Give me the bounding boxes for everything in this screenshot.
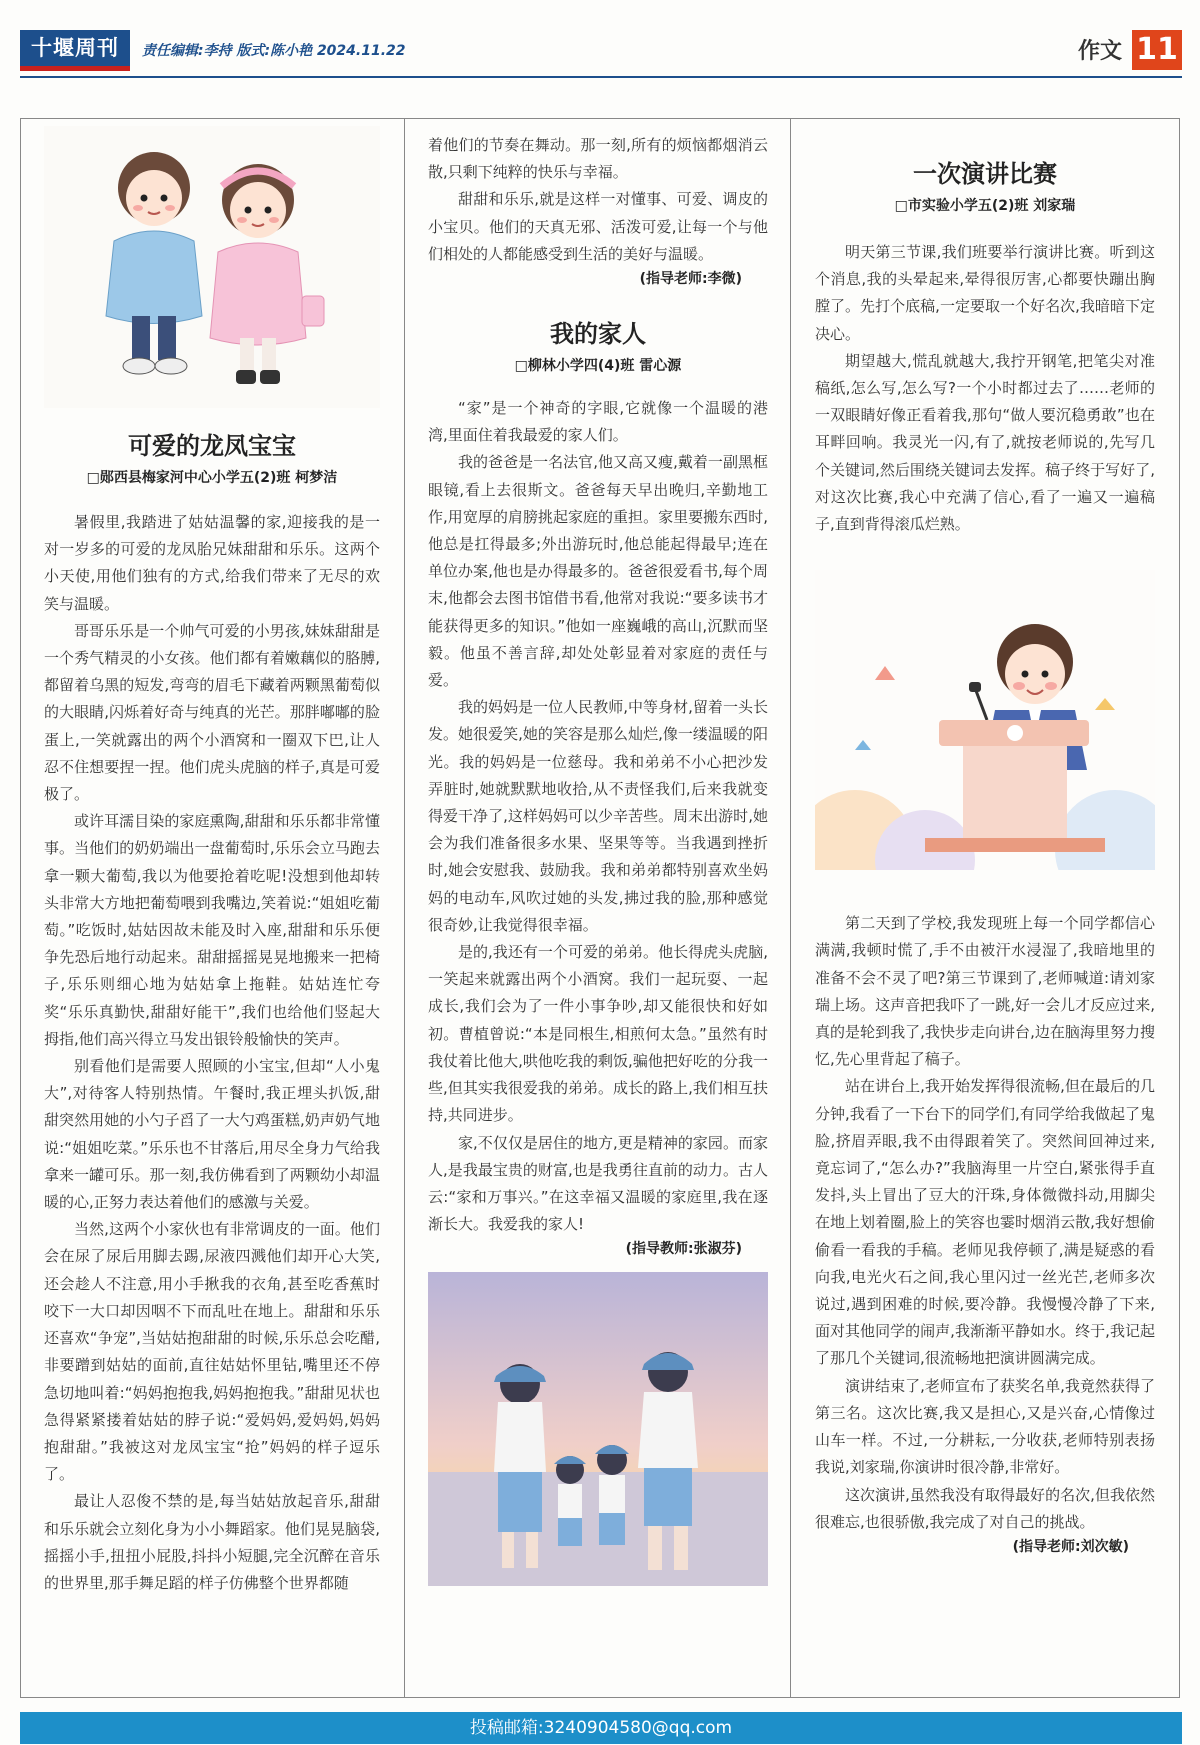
masthead: [20, 30, 1182, 74]
teacher-credit: (指导老师:李微): [639, 271, 742, 288]
article-paragraph: 演讲结束了,老师宣布了获奖名单,我竟然获得了第三名。这次比赛,我又是担心,又是兴奋,心情像过山车一样。不过,一分耕耘,一分收获,老师特别表扬我说,刘家瑞,你演讲时很冷静,非常好。: [815, 1376, 1155, 1477]
article-paragraph: 或许耳濡目染的家庭熏陶,甜甜和乐乐都非常懂事。当他们的奶奶端出一盘葡萄时,乐乐会立马跑去拿一颗大葡萄,我以为他要抢着吃呢!没想到他却转头非常大方地把葡萄喂到我嘴边,笑着说:“姐姐吃葡萄。”吃饭时,姑姑因故未能及时入座,甜甜和乐乐便争先恐后地行动起来。甜甜摇摇晃晃地搬来一把椅子,乐乐则细心地为姑姑拿上拖鞋。姑姑连忙夸奖“乐乐真勤快,甜甜好能干”,我们也给他们竖起大拇指,他们高兴得立马发出银铃般愉快的笑声。: [44, 812, 380, 1048]
submission-email-footer: 投稿邮箱:3240904580@qq.com: [20, 1712, 1182, 1744]
column-left: [44, 118, 380, 1597]
article-byline: □柳林小学四(4)班 雷心源: [514, 358, 682, 375]
speech-podium-illustration: [815, 570, 1155, 870]
article-title: 一次演讲比赛: [913, 159, 1057, 188]
column-right: [815, 118, 1155, 1556]
column-divider: [790, 118, 791, 1698]
article-paragraph: 甜甜和乐乐,就是这样一对懂事、可爱、调皮的小宝贝。他们的天真无邪、活泼可爱,让每一个与他们相处的人都能感受到生活的美好与温暖。: [428, 190, 768, 263]
article-paragraph: 明天第三节课,我们班要举行演讲比赛。听到这个消息,我的头晕起来,晕得很厉害,心都要快蹦出胸膛了。先打个底稿,一定要取一个好名次,我暗暗下定决心。: [815, 243, 1155, 343]
article-paragraph: “家”是一个神奇的字眼,它就像一个温暖的港湾,里面住着我最爱的家人们。: [428, 399, 768, 445]
column-middle: [428, 118, 768, 1586]
article-paragraph: 我的妈妈是一位人民教师,中等身材,留着一头长发。她很爱笑,她的笑容是那么灿烂,像一缕温暖的阳光。我的妈妈是一位慈母。我和弟弟不小心把沙发弄脏时,她就默默地收拾,从不责怪我们,后来我就变得爱干净了,这样妈妈可以少辛苦些。周末出游时,她会为我们准备很多水果、坚果等等。当我遇到挫折时,她会安慰我、鼓励我。我和弟弟都特别喜欢坐妈妈的电动车,风吹过她的头发,拂过我的脸,那种感觉很奇妙,让我觉得很幸福。: [428, 698, 768, 934]
article-paragraph: 最让人忍俊不禁的是,每当姑姑放起音乐,甜甜和乐乐就会立刻化身为小小舞蹈家。他们晃晃脑袋,摇摇小手,扭扭小屁股,抖抖小短腿,完全沉醉在音乐的世界里,那手舞足蹈的样子仿佛整个世界都随: [44, 1492, 380, 1592]
section-title: 作文: [1077, 39, 1122, 64]
article-paragraph: 站在讲台上,我开始发挥得很流畅,但在最后的几分钟,我看了一下台下的同学们,有同学给我做起了鬼脸,挤眉弄眼,我不由得跟着笑了。突然间回神过来,竟忘词了,“怎么办?”我脑海里一片空白,紧张得手直发抖,头上冒出了豆大的汗珠,身体微微抖动,用脚尖在地上划着圈,脸上的笑容也霎时烟消云散,我好想偷偷看一看我的手稿。老师见我停顿了,满是疑惑的看向我,电光火石之间,我心里闪过一丝光芒,老师多次说过,遇到困难的时候,要冷静。我慢慢冷静了下来,面对其他同学的闹声,我渐渐平静如水。终于,我记起了那几个关键词,很流畅地把演讲圆满完成。: [815, 1077, 1155, 1368]
article-paragraph: 我的爸爸是一名法官,他又高又瘦,戴着一副黑框眼镜,看上去很斯文。爸爸每天早出晚归,辛勤地工作,用宽厚的肩膀挑起家庭的重担。家里要搬东西时,他总是扛得最多;外出游玩时,他总能起得最早;连在单位办案,他也是办得最多的。爸爸很爱看书,每个周末,他都会去图书馆借书看,他常对我说:“要多读书才能获得更多的知识。”他如一座巍峨的高山,沉默而坚毅。他虽不善言辞,却处处彰显着对家庭的责任与爱。: [428, 453, 768, 690]
child-figure-icon: [554, 1456, 586, 1546]
article-title: 可爱的龙凤宝宝: [128, 431, 296, 460]
article-paragraph: 是的,我还有一个可爱的弟弟。他长得虎头虎脑,一笑起来就露出两个小酒窝。我们一起玩耍、一起成长,我们会为了一件小事争吵,却又能很快和好如初。曹植曾说:“本是同根生,相煎何太急。”虽然有时我仗着比他大,哄他吃我的剩饭,骗他把好吃的分我一些,但其实我很爱我的弟弟。成长的路上,我们相互扶持,共同进步。: [428, 943, 768, 1125]
child-figure-icon: [595, 1445, 629, 1545]
page-number-badge: 11: [1132, 30, 1182, 70]
article-paragraph: 着他们的节奏在舞动。那一刻,所有的烦恼都烟消云散,只剩下纯粹的快乐与幸福。: [428, 136, 768, 182]
teacher-credit: (指导老师:刘次敏): [1012, 1538, 1129, 1555]
article-paragraph: 期望越大,慌乱就越大,我拧开钢笔,把笔尖对准稿纸,怎么写,怎么写?一个小时都过去了……老师的一双眼睛好像正看着我,那句“做人要沉稳勇敢”也在耳畔回响。我灵光一闪,有了,就按老师说的,先写几个关键词,然后围绕关键词去发挥。稿子终于写好了,对这次比赛,我心中充满了信心,看了一遍又一遍稿子,直到背得滚瓜烂熟。: [815, 351, 1155, 534]
article-paragraph: 家,不仅仅是居住的地方,更是精神的家园。而家人,是我最宝贵的财富,也是我勇往直前的动力。古人云:“家和万事兴。”在这幸福又温暖的家庭里,我在逐渐长大。我爱我的家人!: [428, 1133, 768, 1234]
article-paragraph: 别看他们是需要人照顾的小宝宝,但却“人小鬼大”,对待客人特别热情。午餐时,我正埋头扒饭,甜甜突然用她的小勺子舀了一大勺鸡蛋糕,奶声奶气地说:“姐姐吃菜。”乐乐也不甘落后,用尽全身力气给我拿来一罐可乐。那一刻,我仿佛看到了两颗幼小却温暖的心,正努力表达着他们的感激与关爱。: [44, 1057, 380, 1212]
article-paragraph: 当然,这两个小家伙也有非常调皮的一面。他们会在尿了尿后用脚去踢,尿液四溅他们却开心大笑,还会趁人不注意,用小手揪我的衣角,甚至吃香蕉时咬下一大口却因咽不下而乱吐在地上。甜甜和乐乐还喜欢“争宠”,当姑姑抱甜甜的时候,乐乐总会吃醋,非要蹭到姑姑的面前,直往姑姑怀里钻,嘴里还不停急切地叫着:“妈妈抱抱我,妈妈抱抱我。”甜甜见状也急得紧紧搂着姑姑的脖子说:“爱妈妈,爱妈妈,妈妈抱甜甜。”我被这对龙凤宝宝“抢”妈妈的样子逗乐了。: [44, 1220, 380, 1484]
article-paragraph: 这次演讲,虽然我没有取得最好的名次,但我依然很难忘,也很骄傲,我完成了对自己的挑战。: [815, 1485, 1155, 1531]
header-rule: [20, 76, 1182, 78]
editor-credits: 责任编辑:李持 版式:陈小艳 2024.11.22: [142, 43, 406, 59]
article-paragraph: 暑假里,我踏进了姑姑温馨的家,迎接我的是一对一岁多的可爱的龙凤胎兄妹甜甜和乐乐。这两个小天使,用他们独有的方式,给我们带来了无尽的欢笑与温暖。: [44, 513, 380, 613]
article-paragraph: 第二天到了学校,我发现班上每一个同学都信心满满,我顿时慌了,手不由被汗水浸湿了,我暗地里的准备不会不灵了吧?第三节课到了,老师喊道:请刘家瑞上场。这声音把我吓了一跳,好一会儿才反应过来,真的是轮到我了,我快步走向讲台,边在脑海里努力搜忆,先心里背起了稿子。: [815, 914, 1155, 1069]
article-byline: □市实验小学五(2)班 刘家瑞: [894, 198, 1076, 214]
family-beach-illustration: [428, 1272, 768, 1586]
column-divider: [404, 118, 405, 1698]
article-byline: □郧西县梅家河中心小学五(2)班 柯梦洁: [86, 470, 338, 486]
twins-illustration: [44, 126, 380, 408]
article-paragraph: 哥哥乐乐是一个帅气可爱的小男孩,妹妹甜甜是一个秀气精灵的小女孩。他们都有着嫩藕似的胳膊,都留着乌黑的短发,弯弯的眉毛下藏着两颗黑葡萄似的大眼睛,闪烁着好奇与纯真的光芒。那胖嘟嘟的脸蛋上,一笑就露出的两个小酒窝和一圈双下巴,让人忍不住想要捏一捏。他们虎头虎脑的样子,真是可爱极了。: [44, 621, 380, 804]
logo-underline: [20, 66, 130, 71]
newspaper-logo: 十堰周刊: [20, 30, 130, 66]
teacher-credit: (指导教师:张淑芬): [625, 1241, 742, 1258]
article-title: 我的家人: [550, 319, 646, 349]
